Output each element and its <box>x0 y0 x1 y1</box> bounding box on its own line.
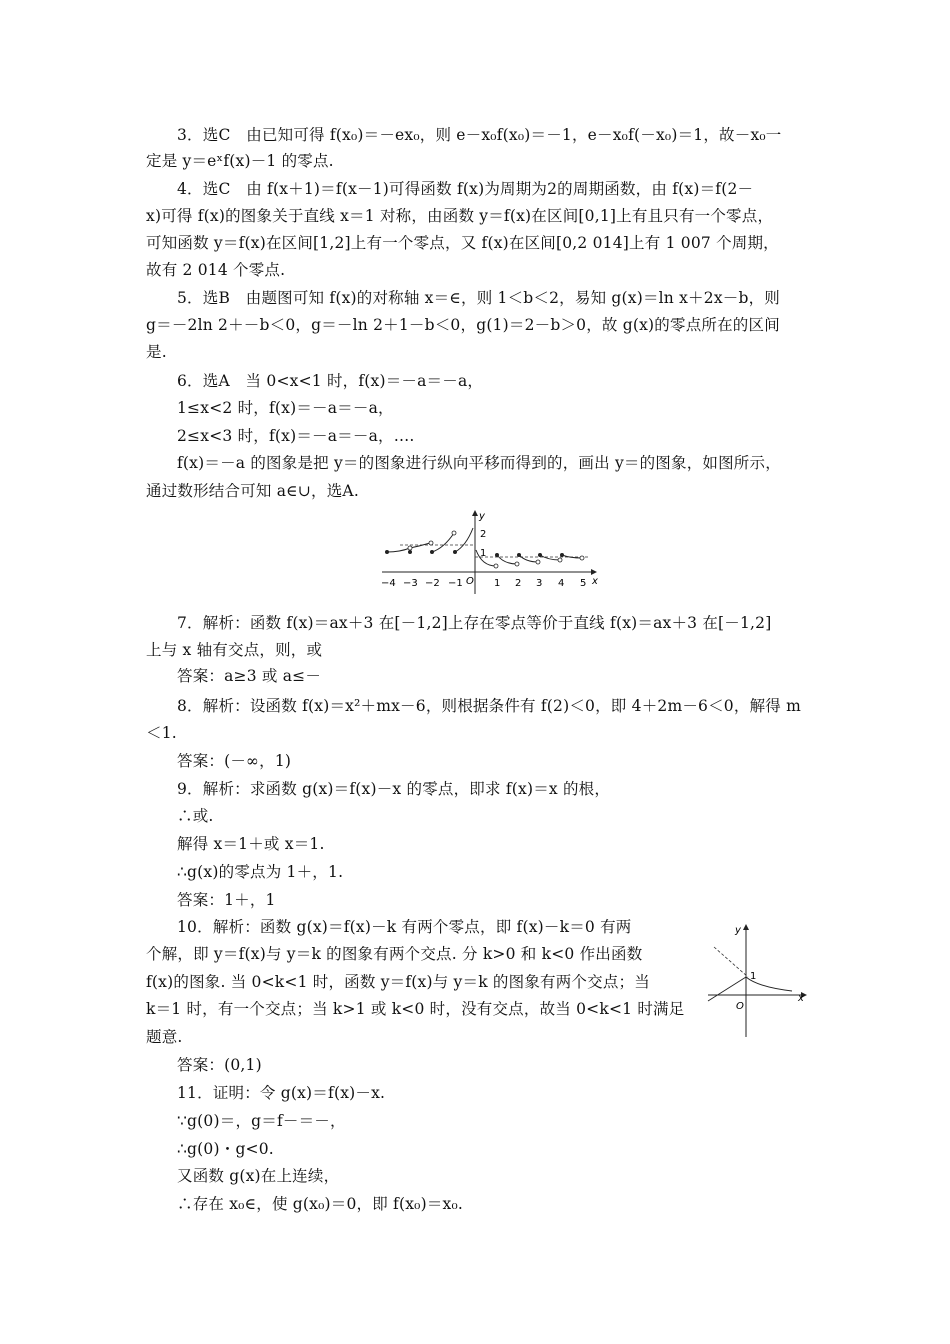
dashed-line <box>714 947 748 977</box>
curve-segment <box>562 555 582 558</box>
open-point <box>558 558 562 562</box>
curve-segment <box>387 548 410 552</box>
x-axis-label: x <box>592 576 598 587</box>
closed-point <box>408 550 412 554</box>
curve-segment <box>432 533 454 552</box>
open-point <box>580 556 584 560</box>
closed-point <box>495 553 499 557</box>
text-line: g＝－2ln 2＋－b＜0，g＝－ln 2＋1－b＜0，g(1)＝2－b＞0，故 g(x)的零点所在的区间 <box>146 316 780 334</box>
text-line: 可知函数 y＝f(x)在区间[1,2]上有一个零点，又 f(x)在区间[0,2 014]上有 1 007 个周期， <box>146 234 779 252</box>
text-line: 答案：(－∞，1) <box>177 752 292 770</box>
open-point <box>515 562 519 566</box>
text-line: 答案：a≥3 或 a≤－ <box>177 667 322 685</box>
open-point <box>429 541 433 545</box>
y-axis-label: y <box>479 511 485 522</box>
text-line: 上与 x 轴有交点，则，或 <box>146 641 323 659</box>
text-line: ∴存在 x₀∈，使 g(x₀)＝0，即 f(x₀)＝x₀. <box>177 1195 464 1213</box>
text-line: 个解，即 y＝f(x)与 y＝k 的图象有两个交点. 分 k>0 和 k<0 作出函数 <box>146 945 643 963</box>
curve-segment <box>455 528 473 552</box>
x-tick-label: −1 <box>448 578 463 589</box>
x-axis-label: x <box>798 993 804 1004</box>
text-line: 8．解析：设函数 f(x)＝x²＋mx－6，则根据条件有 f(2)＜0，即 4＋2m－6＜0，解得 m <box>177 697 801 715</box>
closed-point <box>453 550 457 554</box>
text-line: 答案：1＋，1 <box>177 891 276 909</box>
figure-periodic-graph <box>378 508 600 596</box>
figure-intersection-graph <box>706 921 810 1039</box>
text-line: 题意. <box>146 1028 183 1046</box>
tick-label: 1 <box>750 971 757 982</box>
x-tick-label: 2 <box>515 578 522 589</box>
closed-point <box>385 550 389 554</box>
text-line: 10．解析：函数 g(x)＝f(x)－k 有两个零点，即 f(x)－k＝0 有两 <box>177 918 632 936</box>
text-line: 又函数 g(x)在上连续， <box>177 1167 340 1185</box>
closed-point <box>430 550 434 554</box>
y-axis-label: y <box>735 925 741 936</box>
origin-label: O <box>736 1001 744 1012</box>
text-line: f(x)＝－a 的图象是把 y＝的图象进行纵向平移而得到的，画出 y＝的图象，如图所示， <box>177 454 781 472</box>
text-line: 故有 2 014 个零点. <box>146 261 286 279</box>
x-tick-label: 4 <box>558 578 565 589</box>
y-tick-label: 1 <box>480 548 487 559</box>
text-line: 6．选A 当 0<x<1 时，f(x)＝－a＝－a， <box>177 372 484 390</box>
text-line: x)可得 f(x)的图象关于直线 x＝1 对称，由函数 y＝f(x)在区间[0,1]上有且只有一个零点， <box>146 207 774 225</box>
text-line: ∴g(x)的零点为 1＋，1. <box>177 863 344 881</box>
origin-label: O <box>466 576 474 587</box>
closed-point <box>560 553 564 557</box>
x-tick-label: −2 <box>425 578 440 589</box>
x-tick-label: −3 <box>403 578 418 589</box>
open-point <box>452 531 456 535</box>
text-line: 3．选C 由已知可得 f(x₀)＝－ex₀，则 e－x₀f(x₀)＝－1，e－x₀f(－x₀)＝1，故－x₀一 <box>177 126 782 144</box>
open-point <box>494 564 498 568</box>
y-tick-label: 2 <box>480 529 487 540</box>
curve-segment <box>519 555 538 562</box>
text-line: 答案：(0,1) <box>177 1056 262 1074</box>
text-line: 9．解析：求函数 g(x)＝f(x)－x 的零点，即求 f(x)＝x 的根， <box>177 780 611 798</box>
open-point <box>536 560 540 564</box>
closed-point <box>538 553 542 557</box>
text-line: ＜1. <box>146 724 177 742</box>
open-point <box>408 546 412 550</box>
text-line: 是. <box>146 343 167 361</box>
curve-segment <box>540 555 560 560</box>
text-line: k＝1 时，有一个交点；当 k>1 或 k<0 时，没有交点，故当 0<k<1 时满足 <box>146 1000 685 1018</box>
closed-point <box>517 553 521 557</box>
text-line: f(x)的图象. 当 0<k<1 时，函数 y＝f(x)与 y＝k 的图象有两个交点；当 <box>146 973 650 991</box>
text-line: 7．解析：函数 f(x)＝ax＋3 在[－1,2]上存在零点等价于直线 f(x)＝ax＋3 在[－1,2] <box>177 614 772 632</box>
curve-segment <box>497 555 517 564</box>
text-line: ∴或. <box>177 807 214 825</box>
text-line: 2≤x<3 时，f(x)＝－a＝－a，…. <box>177 427 415 445</box>
text-line: ∵g(0)＝，g＝f－＝－， <box>177 1112 346 1130</box>
x-tick-label: 5 <box>580 578 587 589</box>
text-line: 4．选C 由 f(x＋1)＝f(x－1)可得函数 f(x)为周期为2的周期函数，由 f(x)＝f(2－ <box>177 180 754 198</box>
text-line: 1≤x<2 时，f(x)＝－a＝－a， <box>177 399 394 417</box>
text-line: 定是 y＝eˣf(x)－1 的零点. <box>146 152 334 170</box>
x-tick-label: −4 <box>381 578 396 589</box>
text-line: ∴g(0)・g<0. <box>177 1140 274 1158</box>
x-tick-label: 3 <box>536 578 543 589</box>
text-line: 通过数形结合可知 a∈∪，选A. <box>146 482 359 500</box>
curve-segment <box>410 543 430 548</box>
solid-line <box>708 977 746 1001</box>
text-line: 解得 x＝1＋或 x＝1. <box>177 835 325 853</box>
x-tick-label: 1 <box>494 578 501 589</box>
text-line: 5．选B 由题图可知 f(x)的对称轴 x＝∈，则 1＜b＜2，易知 g(x)＝ln x＋2x－b，则 <box>177 289 780 307</box>
text-line: 11．证明：令 g(x)＝f(x)－x. <box>177 1084 386 1102</box>
